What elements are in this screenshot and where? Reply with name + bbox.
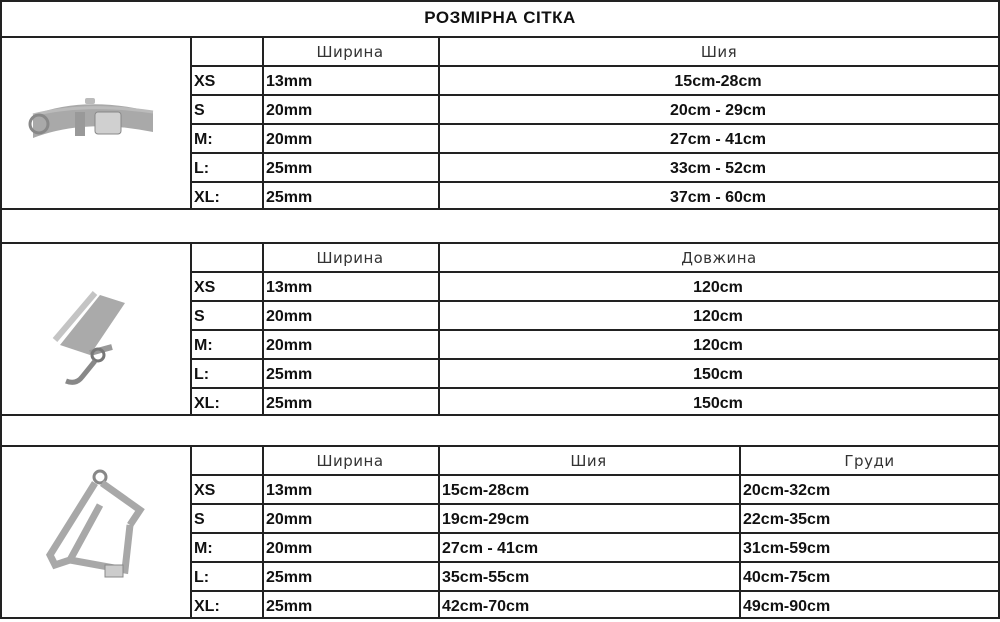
measurement-value: 27cm - 41cm (442, 540, 539, 557)
size-label: L: (194, 569, 210, 586)
column-divider (190, 36, 192, 210)
measurement-value: 20cm - 29cm (669, 102, 767, 119)
measurement-value: 37cm - 60cm (669, 189, 767, 206)
border-top (0, 0, 1000, 2)
width-value: 20mm (266, 131, 313, 148)
measurement-value: 150cm (693, 366, 743, 383)
size-label: XL: (194, 189, 220, 206)
width-value: 20mm (266, 511, 313, 528)
measurement-value: 42cm-70cm (442, 598, 530, 615)
measurement-value: 20cm-32cm (743, 482, 831, 499)
leash-image (40, 285, 140, 395)
size-label: XS (194, 73, 216, 90)
width-value: 20mm (266, 102, 313, 119)
width-value: 20mm (266, 308, 313, 325)
size-label: S (194, 102, 205, 119)
width-value: 20mm (266, 337, 313, 354)
size-label: L: (194, 366, 210, 383)
measurement-value: 15cm-28cm (674, 73, 762, 90)
size-label: S (194, 511, 205, 528)
size-label: M: (194, 337, 213, 354)
width-value: 25mm (266, 189, 313, 206)
size-label: S (194, 308, 205, 325)
width-value: 13mm (266, 73, 313, 90)
border-left (0, 0, 2, 617)
width-value: 25mm (266, 160, 313, 177)
measurement-value: 31cm-59cm (743, 540, 831, 557)
width-value: 20mm (266, 540, 313, 557)
size-label: L: (194, 160, 210, 177)
column-header: Довжина (681, 249, 757, 267)
measurement-value: 40cm-75cm (743, 569, 831, 586)
measurement-value: 120cm (693, 337, 743, 354)
size-label: M: (194, 540, 213, 557)
column-divider (190, 242, 192, 416)
column-header: Ширина (316, 452, 384, 470)
column-divider (190, 445, 192, 619)
harness-image (40, 465, 150, 590)
measurement-value: 35cm-55cm (442, 569, 530, 586)
column-header: Ширина (316, 249, 384, 267)
size-label: XS (194, 482, 216, 499)
page-title: РОЗМІРНА СІТКА (424, 8, 576, 27)
measurement-value: 27cm - 41cm (669, 131, 767, 148)
size-label: XL: (194, 598, 220, 615)
size-label: XL: (194, 395, 220, 412)
width-value: 25mm (266, 395, 313, 412)
width-value: 13mm (266, 482, 313, 499)
size-label: M: (194, 131, 213, 148)
measurement-value: 150cm (693, 395, 743, 412)
width-value: 13mm (266, 279, 313, 296)
measurement-value: 120cm (693, 308, 743, 325)
column-header: Шия (700, 43, 738, 61)
measurement-value: 19cm-29cm (442, 511, 530, 528)
width-value: 25mm (266, 366, 313, 383)
measurement-value: 22cm-35cm (743, 511, 831, 528)
column-header: Ширина (316, 43, 384, 61)
measurement-value: 120cm (693, 279, 743, 296)
width-value: 25mm (266, 569, 313, 586)
measurement-value: 33cm - 52cm (669, 160, 767, 177)
column-header: Груди (844, 452, 895, 470)
width-value: 25mm (266, 598, 313, 615)
column-header: Шия (570, 452, 607, 470)
measurement-value: 49cm-90cm (743, 598, 831, 615)
measurement-value: 15cm-28cm (442, 482, 530, 499)
size-label: XS (194, 279, 216, 296)
collar-image (25, 90, 160, 160)
